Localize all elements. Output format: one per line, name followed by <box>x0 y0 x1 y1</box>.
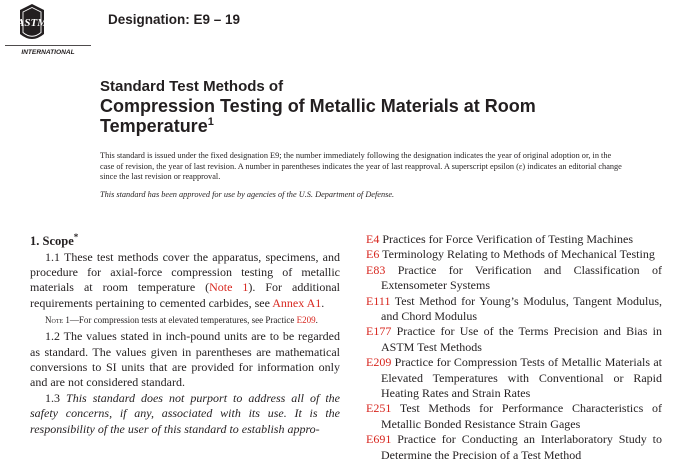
title-line-1: Standard Test Methods of <box>100 78 284 95</box>
reference-item: E111 Test Method for Young’s Modulus, Tangent Modulus, and Chord Modulus <box>366 293 662 324</box>
reference-code-link[interactable]: E111 <box>366 293 391 308</box>
note-1: Note 1—For compression tests at elevated temperatures, see Practice E209. <box>45 315 318 326</box>
left-column <box>30 230 340 437</box>
section-heading: 1. Scope* <box>30 232 79 249</box>
note-1-link[interactable]: Note 1 <box>209 280 249 295</box>
paragraph-1-1: 1.1 These test methods cover the apparatus, specimens, and procedure for axial-force compression testing of metallic materials at room temperature (Note 1). For additional requirements pertaining to cemented carbides, see Annex A1. <box>30 249 341 310</box>
document-title <box>100 78 640 136</box>
logo-label: INTERNATIONAL <box>21 49 75 56</box>
reference-code-link[interactable]: E691 <box>366 432 392 447</box>
paragraph-1-3: 1.3 This standard does not purport to address all of the safety concerns, if any, associated with its use. It is the responsibility of the user of this standard to establish appro- <box>30 390 341 436</box>
logo-text: ASTM <box>17 17 47 29</box>
e209-note-link[interactable]: E209 <box>296 315 316 326</box>
designation: Designation: E9 – 19 <box>108 12 241 27</box>
reference-item: E83 Practice for Verification and Classification of Extensometer Systems <box>366 262 662 293</box>
section-asterisk[interactable]: * <box>73 232 79 242</box>
reference-item: E6 Terminology Relating to Methods of Mechanical Testing <box>366 247 655 262</box>
paragraph-1-2: 1.2 The values stated in inch-pound units are to be regarded as standard. The values given in parentheses are mathematical conversions to SI units that are provided for information only and are not considered standard. <box>30 329 340 390</box>
reference-item: E251 Test Methods for Performance Characteristics of Metallic Bonded Resistance Strain Gages <box>366 401 662 431</box>
title-line-3-text: Temperature <box>100 116 208 136</box>
reference-code-link[interactable]: E6 <box>366 247 380 262</box>
logo-rule <box>5 45 91 46</box>
reference-code-link[interactable]: E251 <box>366 401 392 416</box>
annex-a1-link[interactable]: Annex A1 <box>272 295 322 310</box>
title-line-2 <box>100 96 640 136</box>
title-line-2-text: Compression Testing of Metallic Materials at Room <box>100 96 536 116</box>
title-footnote-marker[interactable]: 1 <box>207 116 214 128</box>
reference-item: E691 Practice for Conducting an Interlaboratory Study to Determine the Precision of a Test Method <box>366 432 662 462</box>
reference-item: E177 Practice for Use of the Terms Precision and Bias in ASTM Test Methods <box>366 324 662 354</box>
issued-note: This standard is issued under the fixed designation E9; the number immediately following the designation indicates the year of original adoption or, in the case of revision, the year of last revision. A number in parentheses indicates the year of last reapproval. A superscript epsilon (ε) indicates an editorial change since the last revision or reapproval. <box>100 151 622 181</box>
reference-item: E4 Practices for Force Verification of Testing Machines <box>366 232 633 246</box>
reference-code-link[interactable]: E177 <box>366 324 392 339</box>
reference-item: E209 Practice for Compression Tests of Metallic Materials at Elevated Temperatures with Conventional or Rapid Heating Rates and Strain Rates <box>366 355 662 401</box>
note-1-label: Note 1 <box>45 315 70 326</box>
reference-code-link[interactable]: E209 <box>366 355 392 370</box>
reference-code-link[interactable]: E83 <box>366 262 386 277</box>
referenced-documents <box>366 232 662 463</box>
reference-code-link[interactable]: E4 <box>366 232 380 246</box>
astm-logo <box>4 4 92 58</box>
approval-note: This standard has been approved for use by agencies of the U.S. Department of Defense. <box>100 190 395 199</box>
